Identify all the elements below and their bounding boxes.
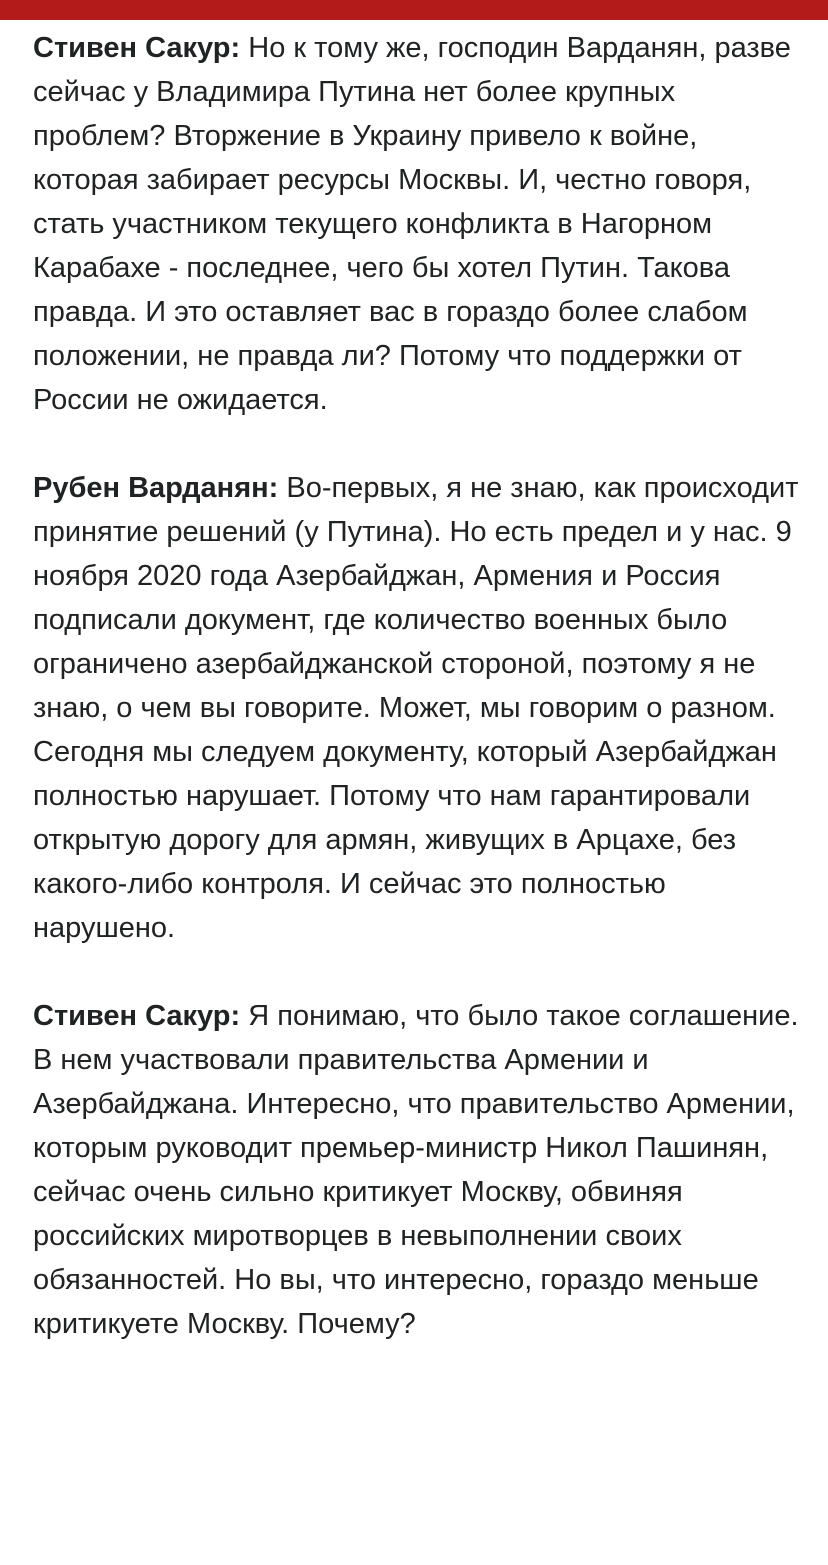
paragraph-text: Во-первых, я не знаю, как происходит принятие решений (у Путина). Но есть предел и у нас. 9 ноября 2020 года Азербайджан, Армения и Россия подписали документ, где количество военных было ограничено азербайджанской стороной, поэтому я не знаю, о чем вы говорите. Может, мы говорим о разном. Сегодня мы следуем документу, который Азербайджан полностью нарушает. Потому что нам гарантировали открытую дорогу для армян, живущих в Арцахе, без какого-либо контроля. И сейчас это полностью нарушено.: [33, 472, 799, 944]
brand-top-bar: [0, 0, 828, 20]
speaker-name: Стивен Сакур:: [33, 32, 241, 64]
interview-paragraph: [33, 994, 803, 1346]
speaker-name: Рубен Варданян:: [33, 472, 279, 504]
interview-paragraph: [33, 466, 803, 950]
article-body: [33, 26, 803, 1390]
paragraph-text: Но к тому же, господин Варданян, разве сейчас у Владимира Путина нет более крупных проблем? Вторжение в Украину привело к войне, которая забирает ресурсы Москвы. И, честно говоря, стать участником текущего конфликта в Нагорном Карабахе - последнее, чего бы хотел Путин. Такова правда. И это оставляет вас в гораздо более слабом положении, не правда ли? Потому что поддержки от России не ожидается.: [33, 32, 791, 416]
interview-paragraph: [33, 26, 803, 422]
speaker-name: Стивен Сакур:: [33, 1000, 241, 1032]
paragraph-text: Я понимаю, что было такое соглашение. В нем участвовали правительства Армении и Азербайджана. Интересно, что правительство Армении, которым руководит премьер-министр Никол Пашинян, сейчас очень сильно критикует Москву, обвиняя российских миротворцев в невыполнении своих обязанностей. Но вы, что интересно, гораздо меньше критикуете Москву. Почему?: [33, 1000, 799, 1340]
